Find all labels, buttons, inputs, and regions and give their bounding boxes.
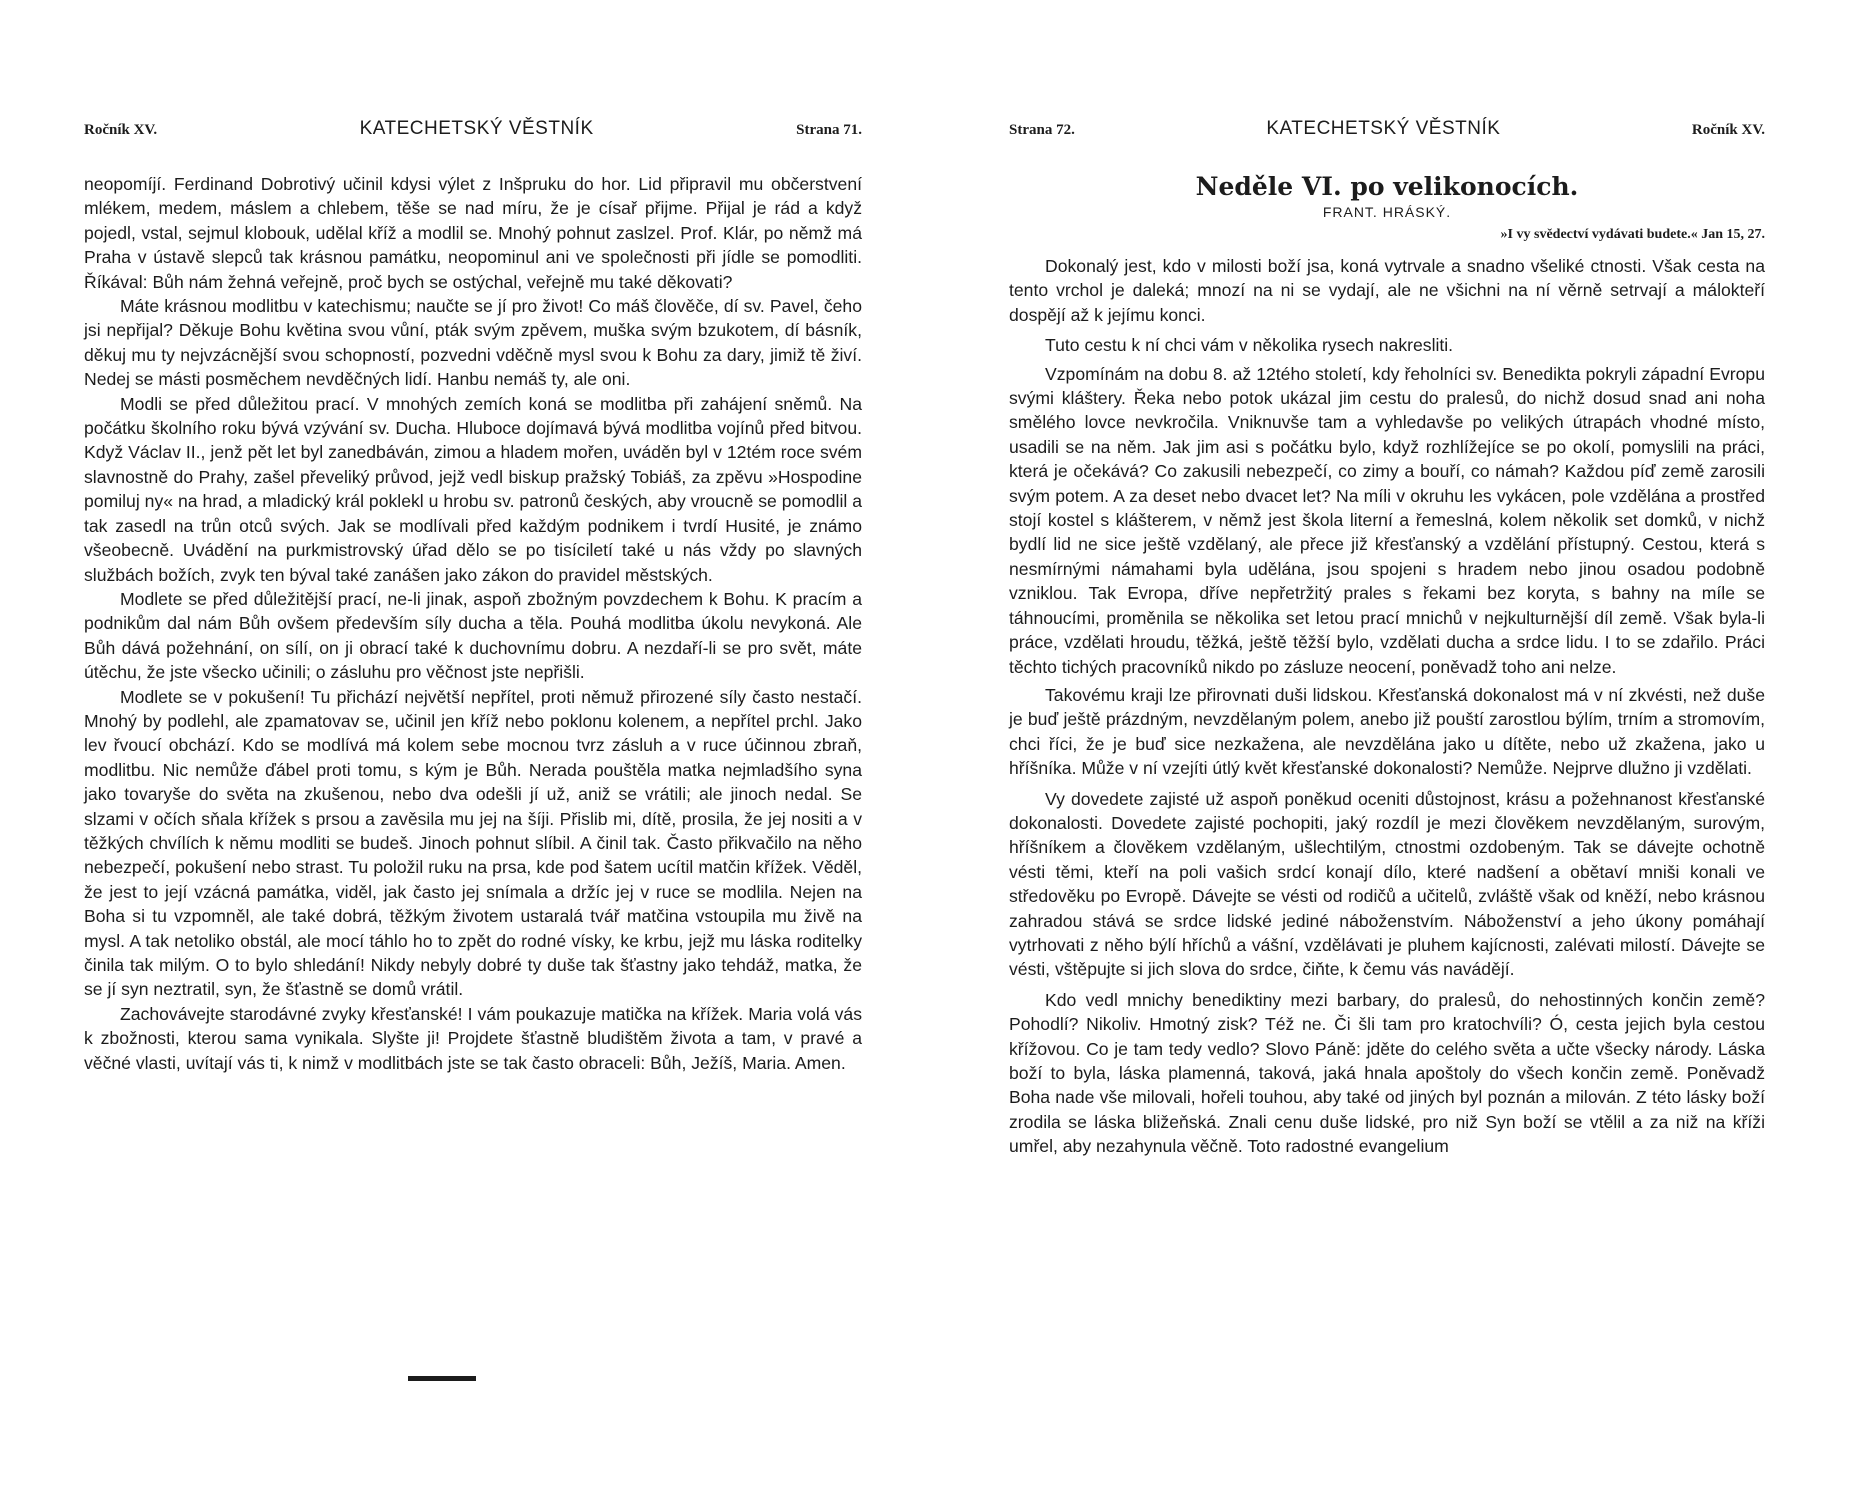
paragraph: Modlete se před důležitější prací, ne-li jinak, aspoň zbožným povzdechem k Bohu. K pracím a podnikům dal nám Bůh ovšem především síly ducha a těla. Pouhá modlitba úkolu nevykoná. Ale Bůh dává požehnání, on sílí, on ji obrací také k duchovnímu dobru. A nezdaří-li se pro svět, máte útěchu, že jste všecko učinili; o zásluhu pro věčnost jste nepřišli. [84,588,862,683]
paragraph: Vy dovedete zajisté už aspoň poněkud oceniti důstojnost, krásu a požehnanost křesťanské dokonalosti. Dovedete zajisté pochopiti, jaký rozdíl je mezi člověkem nevzdělaným, surovým, hříšníkem a člověkem vzdělaným, ušlechtilým, ctnostmi ozdobeným. Tak se dávejte ochotně vésti těmi, kteří na poli vašich srdcí konají dílo, které nadšení a obětaví mniši konali ve středověku po Evropě. Dávejte se vésti od rodičů a učitelů, zvláště však od kněží, nebo krásnou zahradou stává se srdce lidské jediné náboženstvím. Náboženství a jeho úkony pomáhají vytrhovati z něho býlí hříchů a vášní, vzdělávati je pluhem kajícnosti, zalévati milostí. Dávejte se vésti, vštěpujte si jich slova do srdce, čiňte, k čemu vás navádějí. [1009,788,1765,980]
left-running-head [84,118,862,146]
paragraph: neopomíjí. Ferdinand Dobrotivý učinil kdysi výlet z Inšpruku do hor. Lid připravil mu občerstvení mlékem, medem, máslem a chlebem, těše se nad míru, že je císař přijme. Přijal je rád a když pojedl, vstal, sejmul klobouk, udělal kříž a modlil se. Mnohý pohnut zaslzel. Prof. Klár, po němž má Praha v ústavě slepců tak krásnou památku, neopominul ani ve společnosti při jídle se pomodliti. Říkával: Bůh nám žehná veřejně, proč bych se ostýchal, veřejně mu také děkovati? [84,174,862,292]
page-number: Strana 71. [796,122,862,138]
paragraph: Kdo vedl mnichy benediktiny mezi barbary, do pralesů, do nehostinných končin země? Pohodlí? Nikoliv. Hmotný zisk? Též ne. Či šli tam pro kratochvíli? Ó, cesta jejich byla cestou křížovou. Co je tam tedy vedlo? Slovo Páně: jděte do celého světa a učte všecky národy. Láska boží to byla, láska plamenná, taková, jaká hnala apoštoly do všech končin země. Poněvadž Boha nade vše milovali, hořeli touhou, aby také od jiných byl poznán a milován. Z této lásky boží zrodila se láska bližeňská. Znali cenu duše lidské, pro niž Syn boží se vtělil a za niž na kříži umřel, aby nezahynula věčně. Toto radostné evangelium [1009,989,1765,1157]
paragraph: Takovému kraji lze přirovnati duši lidskou. Křesťanská dokonalost má v ní zkvésti, než duše je buď ještě prázdným, nevzdělaným polem, anebo již pouští zarostlou býlím, trním a stromovím, chci říci, že je buď sice nezkažena, ale nevzdělána jako u dítěte, nebo už zkažena, jako u hříšníka. Může v ní vzejíti útlý květ křesťanské dokonalosti? Nemůže. Nejprve dlužno ji vzdělati. [1009,684,1765,779]
left-body-text [84,172,862,1075]
end-rule-divider [408,1376,476,1381]
paragraph: Tuto cestu k ní chci vám v několika rysech nakresliti. [1045,335,1454,356]
right-body-text [1009,172,1765,1165]
journal-title: KATECHETSKÝ VĚSTNÍK [1266,118,1501,139]
journal-title: KATECHETSKÝ VĚSTNÍK [359,118,594,139]
paragraph: Dokonalý jest, kdo v milosti boží jsa, koná vytrvale a snadno všeliké ctnosti. Však cesta na tento vrchol je daleká; mnozí na ni se vydají, ale ne všichni na ní věrně setrvají a málokteří dospějí až k jejímu konci. [1009,256,1765,325]
article-paragraphs [1009,254,1765,1159]
paragraph: Vzpomínám na dobu 8. až 12tého století, kdy řeholníci sv. Benedikta pokryli západní Evropu svými kláštery. Řeka nebo potok ukázal jim cestu do pralesů, do nichž dosud snad ani noha smělého lovce nevkročila. Vniknuvše tam a vyhledavše po velikých útrapách vhodné místo, usadili se na něm. Jak jim asi s počátku bylo, když rozhlížejíce se po okolí, pomyslili na práci, která je očekává? Co zakusili nebezpečí, co zimy a bouří, co námah? Každou píď země zarosili svým potem. A za deset nebo dvacet let? Na míli v okruhu les vykácen, pole vzdělána a prostřed stojí kostel s klášterem, v němž jest škola literní a řemeslná, kolem několik set domků, v nichž bydlí lid ne sice ještě vzdělaný, ale přece již křesťanský a vzdělání přístupný. Cestou, která s nesmírnými námahami byla udělána, jsou spojeni s hradem nebo jinou osadou podobně vzniklou. Tak Evropa, dříve nepřetržitý prales s řekami bez koryta, s bahny na míle se táhnoucími, proměnila se několika set letou prací mnichů v nejkulturnější díl země. Však byla-li práce, vzdělati hroudu, těžká, ještě těžší bylo, vzdělati ducha a srdce lidu. I to se zdařilo. Práci těchto tichých pracovníků nikdo po zásluze neocení, poněvadž toho ani nelze. [1009,363,1765,677]
paragraph: Modlete se v pokušení! Tu přichází největší nepřítel, proti němuž přirozené síly často nestačí. Mnohý by podlehl, ale zpamatovav se, učinil jen kříž nebo poklonu kolenem, a nepřítel prchl. Jako lev řvoucí obchází. Kdo se modlívá má kolem sebe mocnou tvrz zásluh a v ruce účinnou zbraň, modlitbu. Nic nemůže ďábel proti tomu, s kým je Bůh. Nerada pouštěla matka nejmladšího syna jako tovaryše do světa na zkušenou, nebo dva odešli jí už, aniž se vrátili; ale jinoch nedal. Se slzami v očích sňala křížek s prsou a zavěsila mu jej na šíji. Přislib mi, dítě, prosila, že jej nositi a v těžkých chvílích k němu modliti se budeš. Jinoch pohnut slíbil. A činil tak. Často přikvačilo na něho nebezpečí, pokušení nebo strast. Tu položil ruku na prsa, kde pod šatem ucítil matčin křížek. Věděl, že jest to její vzácná památka, viděl, jak často jej snímala a držíc jej v ruce se modlila. Nejen na Boha si tu vzpomněl, ale také dobrá, těžkým životem ustaralá tvář matčina vstoupila mu živě na mysl. A tak netoliko obstál, ale mocí táhlo ho to zpět do rodné vísky, ke krbu, jejž mu láska roditelky činila tak milým. O to bylo shledání! Nikdy nebyly dobré ty duše tak šťastny jako tehdáž, matka, že se jí syn neztratil, syn, že šťastně se domů vrátil. [84,686,862,1000]
page-number: Strana 72. [1009,122,1075,138]
right-running-head [1009,118,1765,146]
right-page [929,0,1858,1501]
article-motto: »I vy svědectví vydávati budete.« Jan 15, 27. [1500,227,1765,242]
paragraph: Modli se před důležitou prací. V mnohých zemích koná se modlitba při zahájení sněmů. Na počátku školního roku bývá vzývání sv. Ducha. Hluboce dojímavá bývá modlitba vojínů před bitvou. Když Václav II., jenž pět let byl zanedbáván, zimou a hladem mořen, uváděn byl v 12tém roce svém slavnostně do Prahy, zašel převeliký průvod, jejž vedl biskup pražský Tobiáš, za zpěvu »Hospodine pomiluj ny« na hrad, a mladický král poklekl u hrobu sv. patronů českých, aby vroucně se pomodlil a tak zasedl na trůn otců svých. Jak se modlívali před každým podnikem i tvrdí Husité, je známo všeobecně. Uvádění na purkmistrovský úřad dělo se po tisíciletí také u nás vždy po slavných službách božích, zvyk ten býval také zanášen jako zákon do pravidel městských. [84,393,862,585]
paragraph: Máte krásnou modlitbu v katechismu; naučte se jí pro život! Co máš člověče, dí sv. Pavel, čeho jsi nepřijal? Děkuje Bohu květina svou vůní, pták svým zpěvem, muška svým bzukotem, dí básník, děkuj mu ty nejvzácnější svou schopností, pozvedni vděčně mysl svou k Bohu za dary, jimiž tě živí. Nedej se másti posměchem nevděčných lidí. Hanbu nemáš ty, ale oni. [84,296,862,390]
paragraph: Zachovávejte starodávné zvyky křesťanské! I vám poukazuje matička na křížek. Maria volá vás k zbožnosti, kterou sama vynikala. Slyšte ji! Projdete šťastně bludištěm života a tam, v pravé a věčné vlasti, uvítají vás ti, k nimž v modlitbách jste se tak často obraceli: Bůh, Ježíš, Maria. Amen. [84,1003,862,1073]
article-title: Neděle VI. po velikonocích. [1195,172,1579,201]
article-author: FRANT. HRÁSKÝ. [1322,204,1452,220]
volume-label: Ročník XV. [84,122,158,138]
volume-label: Ročník XV. [1691,122,1765,138]
